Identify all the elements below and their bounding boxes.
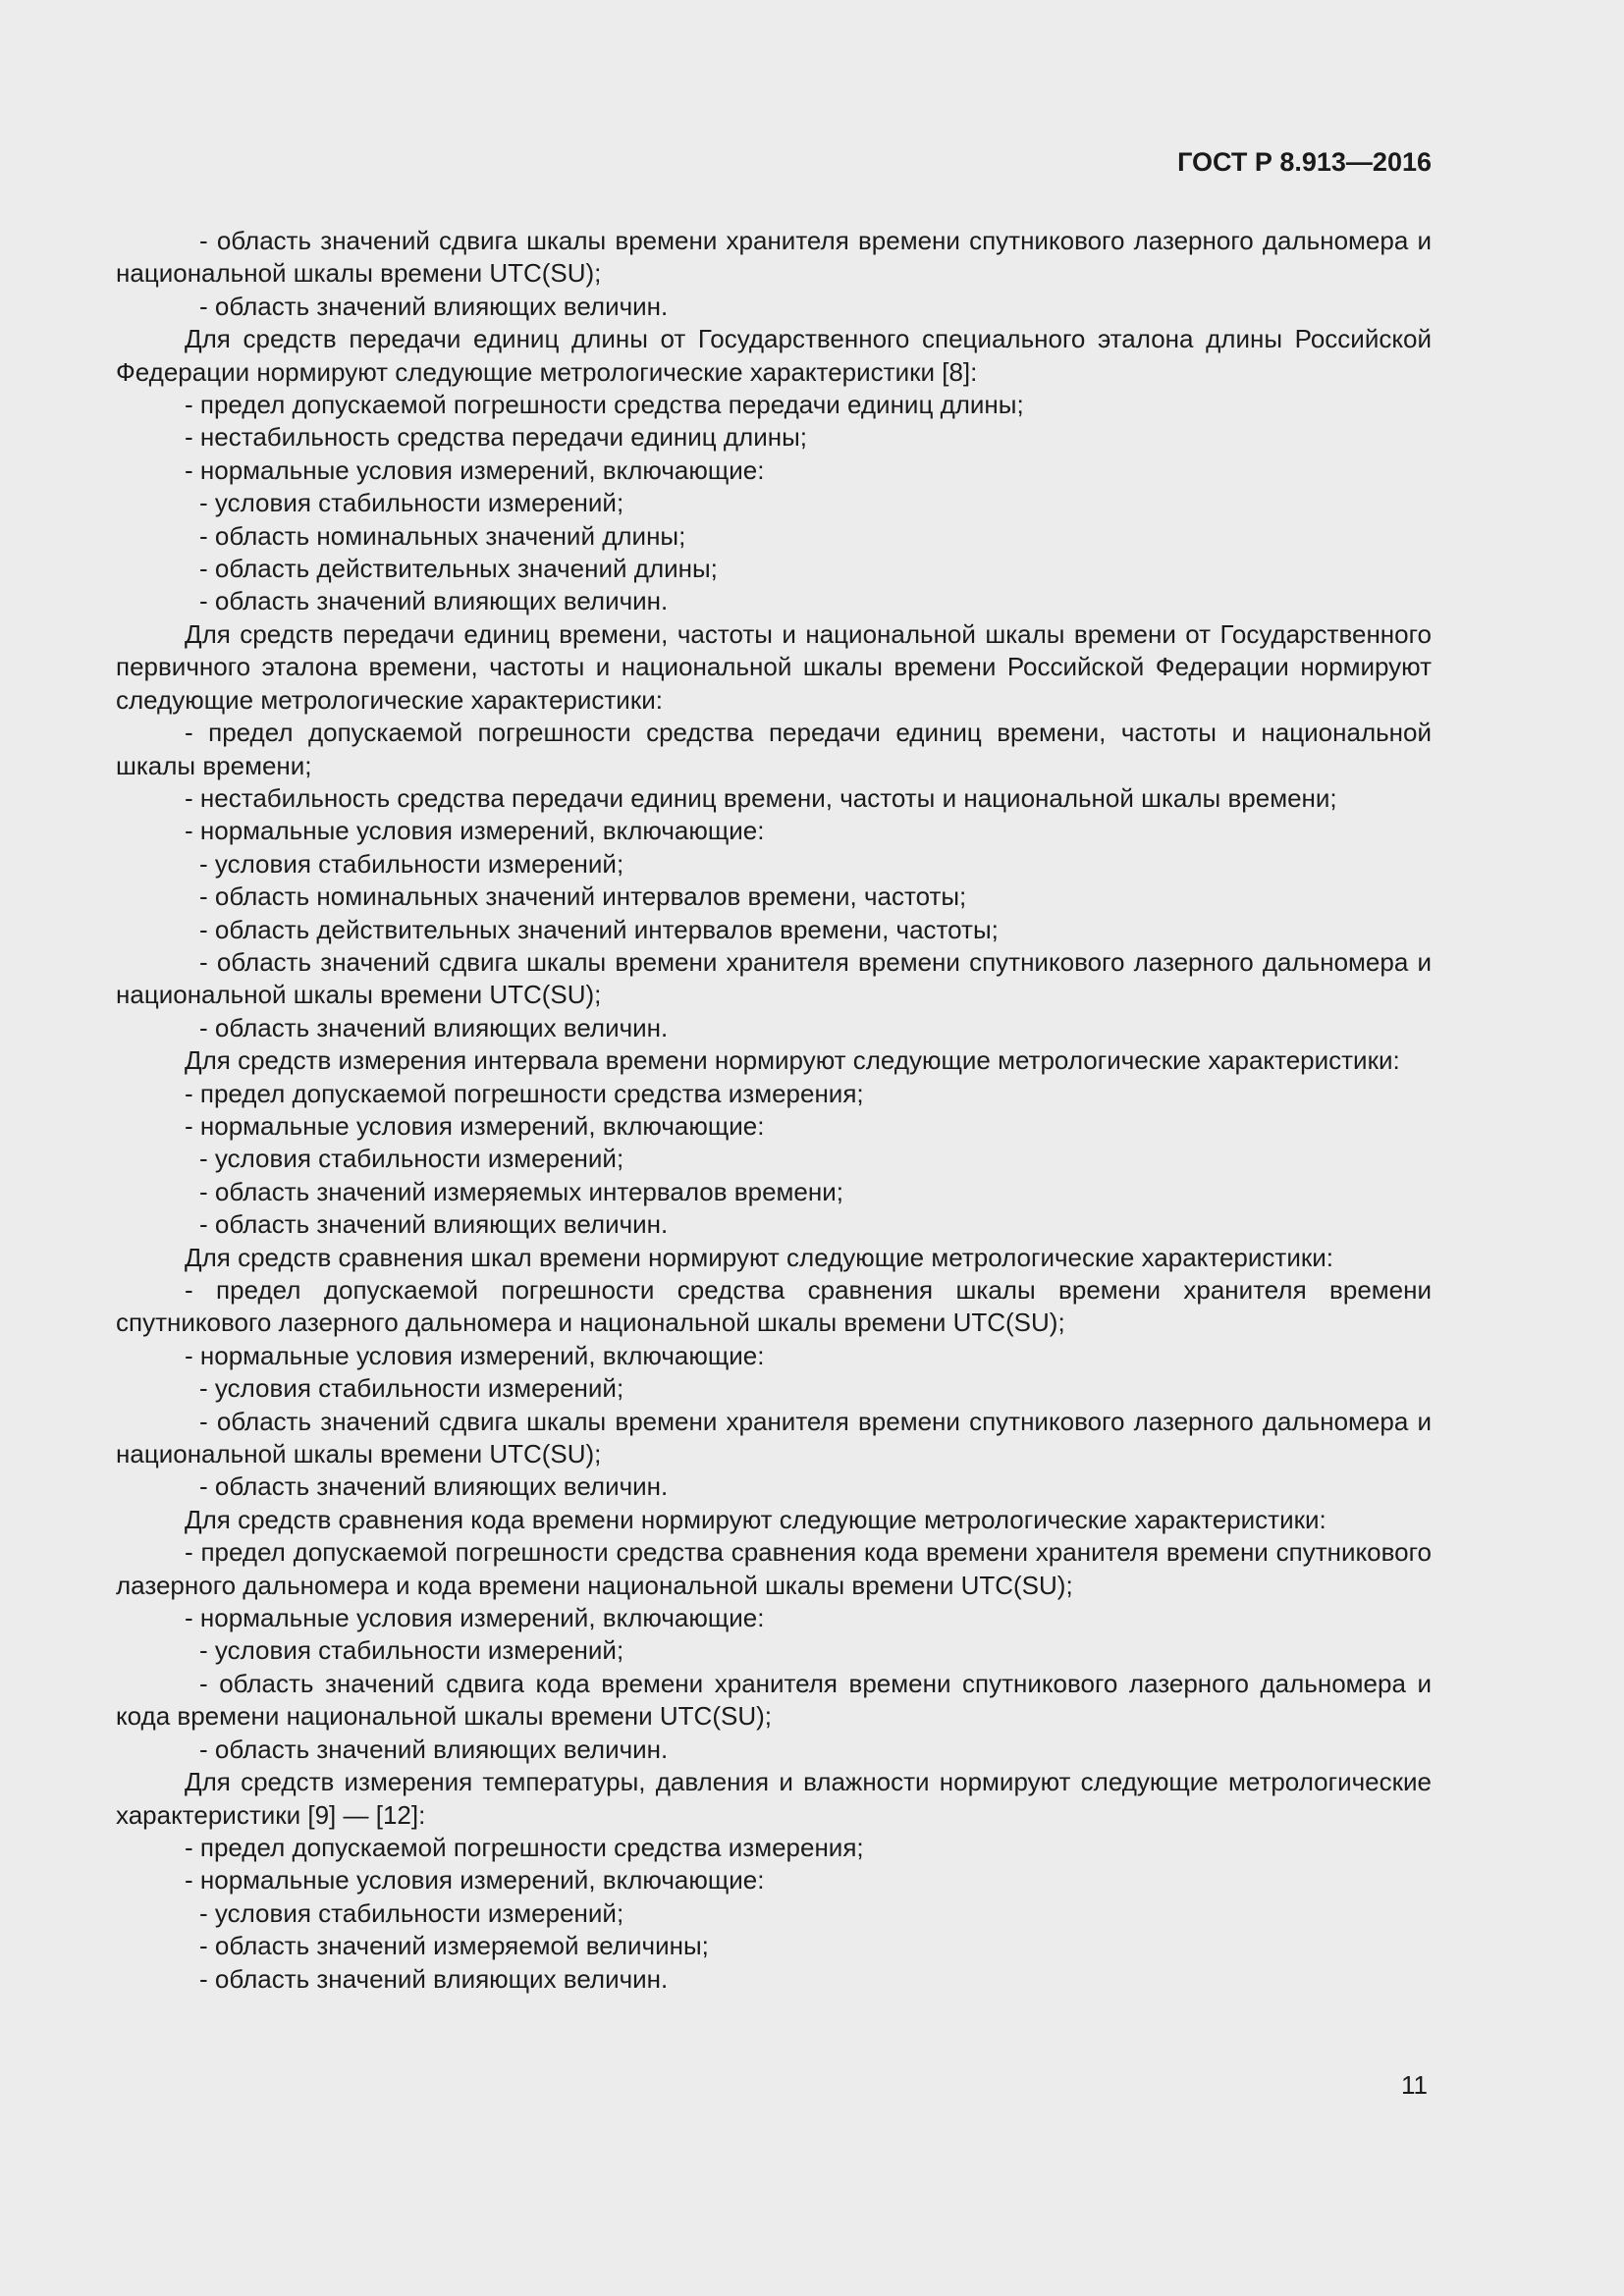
paragraph: Для средств сравнения кода времени нормируют следующие метрологические характеристики: [185, 1504, 1326, 1534]
list-item: - область значений измеряемой величины; [199, 1931, 709, 1961]
list-item: - предел допускаемой погрешности средства сравнения шкалы времени хранителя времени спутникового лазерного дальномера и национальной шкалы времени UTC(SU); [116, 1275, 1432, 1338]
list-item: - условия стабильности измерений; [199, 848, 624, 879]
paragraph: Для средств передачи единиц длины от Государственного специального эталона длины Российской Федерации нормируют следующие метрологические характеристики [8]: [116, 324, 1432, 387]
list-item: - область номинальных значений интервалов времени, частоты; [199, 881, 967, 912]
list-item: - нормальные условия измерений, включающие: [185, 1603, 765, 1633]
list-item: - предел допускаемой погрешности средства измерения; [185, 1832, 864, 1862]
paragraph: Для средств измерения температуры, давления и влажности нормируют следующие метрологические характеристики [9] — [12]: [116, 1767, 1432, 1830]
list-item: - нестабильность средства передачи единиц длины; [185, 422, 807, 453]
list-item: - нестабильность средства передачи единиц времени, частоты и национальной шкалы времени; [185, 782, 1337, 813]
list-item: - область значений влияющих величин. [199, 1012, 669, 1042]
list-item: - область значений влияющих величин. [199, 291, 669, 321]
list-item: - предел допускаемой погрешности средства передачи единиц времени, частоты и национальной шкалы времени; [116, 718, 1432, 780]
paragraph: Для средств сравнения шкал времени нормируют следующие метрологические характеристики: [185, 1242, 1333, 1272]
list-item: - область значений сдвига кода времени хранителя времени спутникового лазерного дальномера и кода времени национальной шкалы времени UTC(SU); [116, 1668, 1432, 1732]
list-item: - область значений влияющих величин. [199, 586, 669, 616]
list-item: - условия стабильности измерений; [199, 1373, 624, 1404]
list-item: - область номинальных значений длины; [199, 520, 686, 551]
list-item: - область значений измеряемых интервалов времени; [199, 1176, 843, 1206]
paragraph: Для средств передачи единиц времени, частоты и национальной шкалы времени от Государственного первичного эталона времени, частоты и национальной шкалы времени Российской Федерации нормируют следующие метрологические характеристики: [116, 618, 1432, 715]
list-item: - условия стабильности измерений; [199, 1897, 624, 1928]
list-item: - нормальные условия измерений, включающие: [185, 454, 765, 485]
list-item: - область значений сдвига шкалы времени хранителя времени спутникового лазерного дальномера и национальной шкалы времени UTC(SU); [116, 226, 1432, 289]
list-item: - предел допускаемой погрешности средства передачи единиц длины; [185, 390, 1024, 420]
list-item: - область действительных значений интервалов времени, частоты; [199, 914, 999, 944]
list-item: - условия стабильности измерений; [199, 1635, 624, 1666]
list-item: - область действительных значений длины; [199, 554, 718, 584]
list-item: - нормальные условия измерений, включающие: [185, 816, 765, 846]
list-item: - предел допускаемой погрешности средства сравнения кода времени хранителя времени спутникового лазерного дальномера и кода времени национальной шкалы времени UTC(SU); [116, 1537, 1432, 1600]
document-body [116, 225, 1432, 1996]
list-item: - область значений влияющих величин. [199, 1963, 669, 1994]
list-item: - нормальные условия измерений, включающие: [185, 1865, 765, 1896]
document-header: ГОСТ Р 8.913—2016 [1177, 147, 1432, 177]
list-item: - область значений сдвига шкалы времени хранителя времени спутникового лазерного дальномера и национальной шкалы времени UTC(SU); [116, 946, 1432, 1010]
list-item: - область значений сдвига шкалы времени хранителя времени спутникового лазерного дальномера и национальной шкалы времени UTC(SU); [116, 1406, 1432, 1469]
list-item: - условия стабильности измерений; [199, 488, 624, 518]
paragraph: Для средств измерения интервала времени нормируют следующие метрологические характеристики: [185, 1045, 1400, 1076]
list-item: - нормальные условия измерений, включающие: [185, 1110, 765, 1141]
list-item: - условия стабильности измерений; [199, 1144, 624, 1174]
list-item: - предел допускаемой погрешности средства измерения; [185, 1078, 864, 1108]
list-item: - нормальные условия измерений, включающие: [185, 1340, 765, 1370]
list-item: - область значений влияющих величин. [199, 1734, 669, 1764]
page-number: 11 [1401, 2070, 1428, 2100]
list-item: - область значений влияющих величин. [199, 1471, 669, 1502]
list-item: - область значений влияющих величин. [199, 1209, 669, 1240]
